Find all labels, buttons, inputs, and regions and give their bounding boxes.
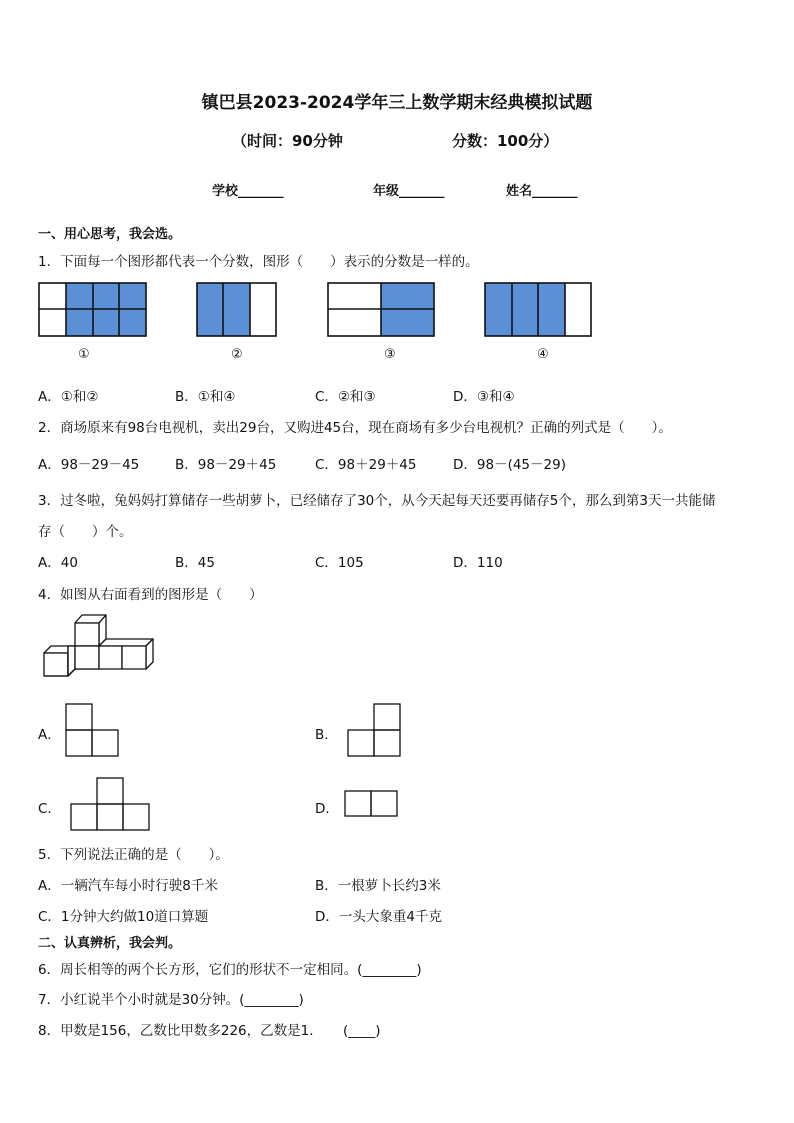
q3-option-a[interactable]: A．40 <box>38 555 78 571</box>
q1-option-c[interactable]: C．②和③ <box>315 389 376 405</box>
grade-field: 年级_______ <box>373 184 445 199</box>
exam-score: 分数：100分） <box>452 132 559 150</box>
question-3-line-2: 存（ ）个。 <box>38 524 133 540</box>
q5-option-c[interactable]: C．1分钟大约做10道口算题 <box>38 909 209 925</box>
school-field: 学校_______ <box>212 184 284 199</box>
section-heading-2: 二、认真辨析，我会判。 <box>38 936 182 951</box>
figure-label-3: ③ <box>384 347 396 362</box>
question-7: 7．小红说半个小时就是30分钟。(________) <box>38 992 304 1008</box>
q5-option-b[interactable]: B．一根萝卜长约3米 <box>315 878 441 894</box>
q2-option-b[interactable]: B．98－29＋45 <box>175 457 277 473</box>
q2-option-c[interactable]: C．98＋29＋45 <box>315 457 417 473</box>
q5-option-d[interactable]: D．一头大象重4千克 <box>315 909 442 925</box>
q3-option-b[interactable]: B．45 <box>175 555 215 571</box>
q2-option-a[interactable]: A．98－29－45 <box>38 457 140 473</box>
name-field: 姓名_______ <box>506 184 578 199</box>
page-title: 镇巴县2023-2024学年三上数学期末经典模拟试题 <box>201 93 593 113</box>
q1-option-a[interactable]: A．①和② <box>38 389 99 405</box>
question-8: 8．甲数是156，乙数比甲数多226，乙数是1． (____) <box>38 1023 381 1039</box>
figure-label-4: ④ <box>537 347 549 362</box>
option-b-shape <box>348 704 400 756</box>
question-2: 2．商场原来有98台电视机，卖出29台，又购进45台，现在商场有多少台电视机？正确的列式是（ ）。 <box>38 420 672 436</box>
figure-label-2: ② <box>231 347 243 362</box>
question-4: 4．如图从右面看到的图形是（ ） <box>38 587 263 603</box>
question-6: 6．周长相等的两个长方形，它们的形状不一定相同。(________) <box>38 962 422 978</box>
option-d-shape <box>345 791 397 816</box>
question-5: 5．下列说法正确的是（ ）。 <box>38 847 229 863</box>
q2-option-d[interactable]: D．98－(45－29) <box>453 457 566 473</box>
q4-option-c-label[interactable]: C． <box>38 801 61 817</box>
q5-option-a[interactable]: A．一辆汽车每小时行驶8千米 <box>38 878 218 894</box>
figure-label-1: ① <box>78 347 90 362</box>
option-c-shape <box>71 778 149 830</box>
q4-option-a-label[interactable]: A． <box>38 727 61 743</box>
q3-option-c[interactable]: C．105 <box>315 555 364 571</box>
section-heading-1: 一、用心思考，我会选。 <box>38 227 182 242</box>
q1-option-b[interactable]: B．①和④ <box>175 389 236 405</box>
exam-time: （时间：90分钟 <box>232 132 343 150</box>
question-3-line-1: 3．过冬啦，兔妈妈打算储存一些胡萝卜，已经储存了30个，从今天起每天还要再储存5个，那么到第3天一共能储 <box>38 493 716 509</box>
q3-option-d[interactable]: D．110 <box>453 555 503 571</box>
option-a-shape <box>66 704 118 756</box>
q4-option-b-label[interactable]: B． <box>315 727 338 743</box>
q1-option-d[interactable]: D．③和④ <box>453 389 515 405</box>
q4-option-d-label[interactable]: D． <box>315 801 339 817</box>
question-1: 1．下面每一个图形都代表一个分数，图形（ ）表示的分数是一样的。 <box>38 254 479 270</box>
